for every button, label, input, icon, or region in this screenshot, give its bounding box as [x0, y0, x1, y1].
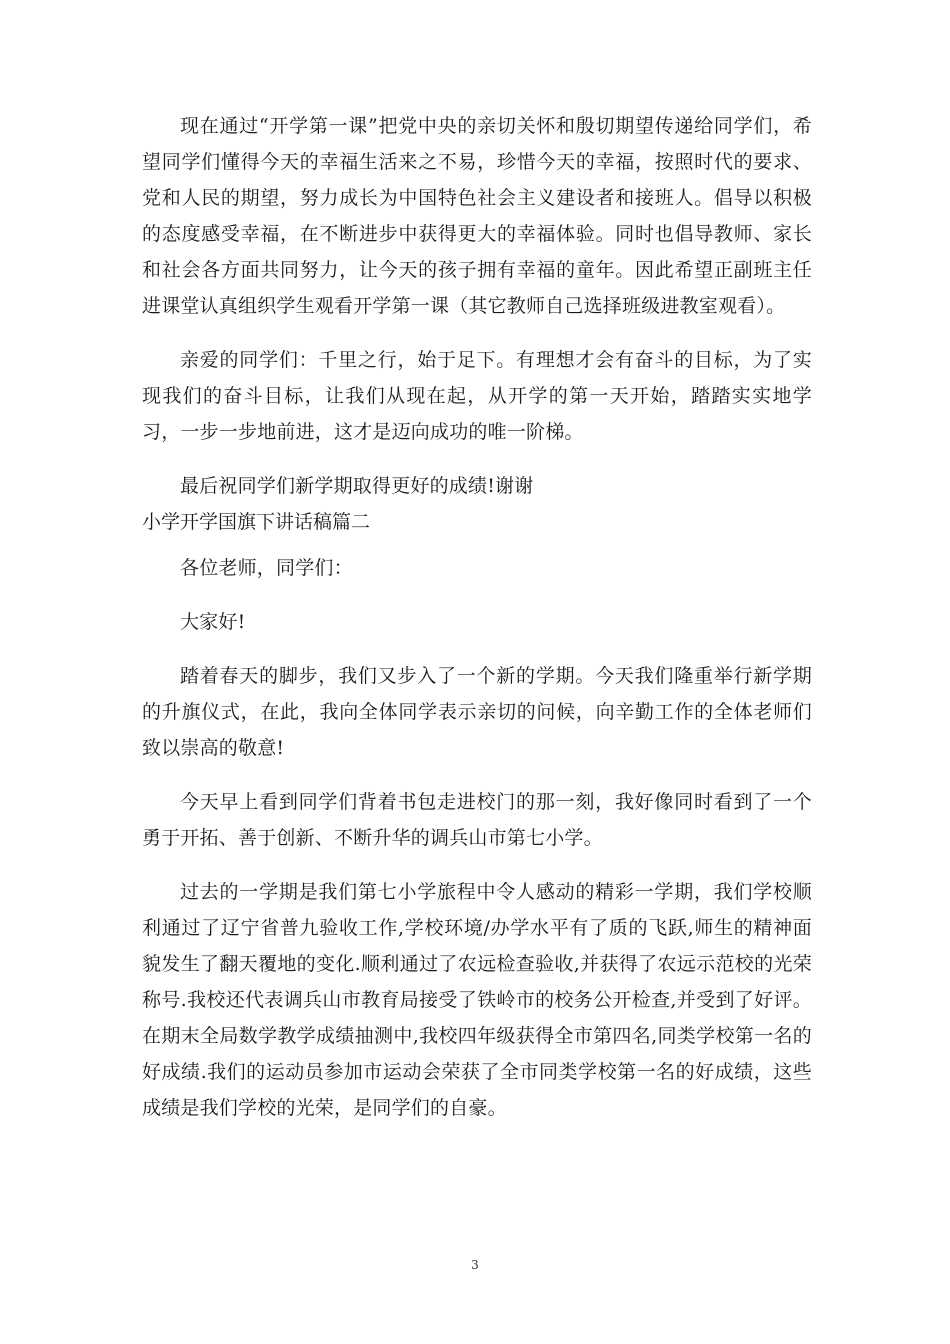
paragraph-morning: 今天早上看到同学们背着书包走进校门的那一刻，我好像同时看到了一个勇于开拓、善于创新、不断升华的调兵山市第七小学。 — [142, 791, 812, 849]
section-heading: 小学开学国旗下讲话稿篇二 — [142, 511, 371, 533]
paragraph-achievements: 过去的一学期是我们第七小学旅程中令人感动的精彩一学期，我们学校顺利通过了辽宁省普九验收工作,学校环境/办学水平有了质的飞跃,师生的精神面貌发生了翻天覆地的变化.顺利通过了农远检查验收,并获得了农远示范校的光荣称号.我校还代表调兵山市教育局接受了铁岭市的校务公开检查,并受到了好评。在期末全局数学教学成绩抽测中,我校四年级获得全市第四名,同类学校第一名的好成绩.我们的运动员参加市运动会荣获了全市同类学校第一名的好成绩，这些成绩是我们学校的光荣，是同学们的自豪。 — [142, 881, 812, 1119]
paragraph-encouragement: 亲爱的同学们：千里之行，始于足下。有理想才会有奋斗的目标，为了实现我们的奋斗目标，让我们从现在起，从开学的第一天开始，踏踏实实地学习，一步一步地前进，这才是迈向成功的唯一阶梯。 — [142, 349, 812, 443]
paragraph-closing-wish: 最后祝同学们新学期取得更好的成绩!谢谢 — [180, 475, 534, 497]
paragraph-greeting: 大家好! — [180, 611, 246, 633]
paragraph-new-semester: 踏着春天的脚步，我们又步入了一个新的学期。今天我们隆重举行新学期的升旗仪式，在此，我向全体同学表示亲切的问候，向辛勤工作的全体老师们致以崇高的敬意! — [142, 665, 812, 759]
page-number: 3 — [471, 1258, 479, 1272]
paragraph-opening-class: 现在通过“开学第一课”把党中央的亲切关怀和殷切期望传递给同学们，希望同学们懂得今天的幸福生活来之不易，珍惜今天的幸福，按照时代的要求、党和人民的期望，努力成长为中国特色社会主义建设者和接班人。倡导以积极的态度感受幸福，在不断进步中获得更大的幸福体验。同时也倡导教师、家长和社会各方面共同努力，让今天的孩子拥有幸福的童年。因此希望正副班主任进课堂认真组织学生观看开学第一课（其它教师自己选择班级进教室观看）。 — [142, 115, 812, 317]
document-body — [142, 108, 812, 1126]
paragraph-salutation: 各位老师，同学们： — [180, 557, 353, 579]
